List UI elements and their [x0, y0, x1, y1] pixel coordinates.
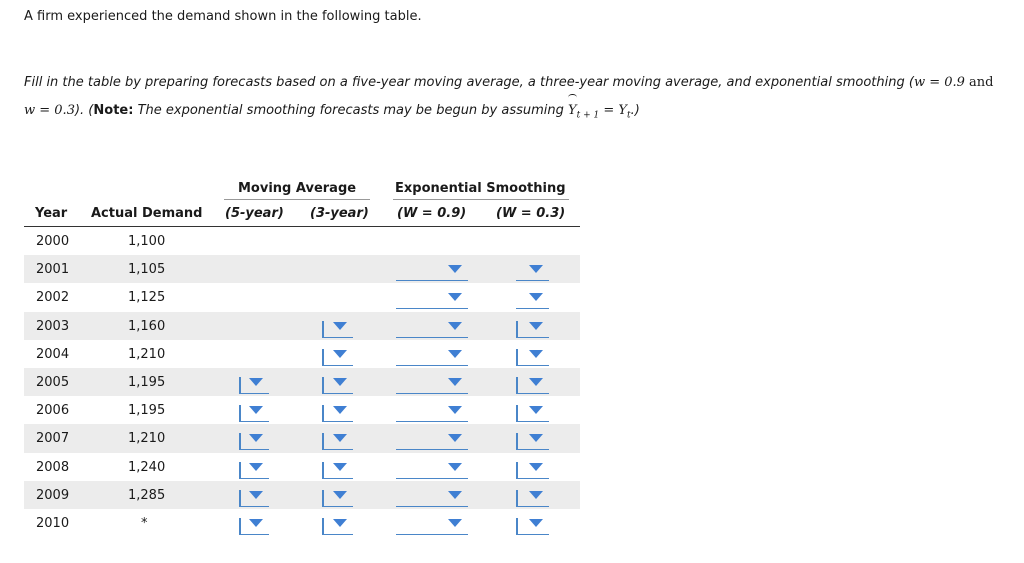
instr-eq: = Y	[599, 103, 627, 118]
table-row	[24, 255, 580, 283]
es03-forecast-dropdown[interactable]	[516, 516, 549, 535]
es09-forecast-dropdown[interactable]	[396, 262, 468, 281]
exponential-smoothing-group-header: Exponential Smoothing	[395, 181, 566, 196]
demand-cell: 1,100	[128, 234, 166, 249]
chevron-down-icon	[249, 378, 263, 386]
demand-cell: 1,240	[128, 459, 166, 475]
es03-forecast-dropdown[interactable]	[516, 347, 549, 366]
moving-average-group-header: Moving Average	[238, 181, 357, 196]
es09-forecast-dropdown[interactable]	[396, 488, 468, 507]
chevron-down-icon	[249, 519, 263, 527]
demand-cell: *	[141, 515, 148, 531]
es03-forecast-dropdown[interactable]	[516, 403, 549, 422]
chevron-down-icon	[529, 265, 543, 273]
col-header-ma5: (5-year)	[225, 206, 284, 221]
cursor-bar	[322, 377, 324, 393]
es03-forecast-dropdown[interactable]	[516, 460, 549, 479]
chevron-down-icon	[448, 463, 462, 471]
cursor-bar	[516, 518, 518, 534]
cursor-bar	[239, 462, 241, 478]
chevron-down-icon	[448, 491, 462, 499]
es09-forecast-dropdown[interactable]	[396, 319, 468, 338]
instr-part1: Fill in the table by preparing forecasts based on a five-year moving average, a three-year moving average, and exponential smoothing (	[24, 75, 914, 90]
es03-forecast-dropdown[interactable]	[516, 431, 549, 450]
ma5-forecast-dropdown[interactable]	[239, 431, 269, 450]
instr-end: .)	[630, 103, 640, 118]
es03-forecast-dropdown[interactable]	[516, 319, 549, 338]
cursor-bar	[239, 490, 241, 506]
chevron-down-icon	[529, 378, 543, 386]
chevron-down-icon	[448, 519, 462, 527]
chevron-down-icon	[529, 491, 543, 499]
col-header-es09: (W = 0.9)	[397, 206, 467, 221]
es09-forecast-dropdown[interactable]	[396, 375, 468, 394]
ma3-forecast-dropdown[interactable]	[322, 460, 353, 479]
instr-w2: w = 0.3	[24, 103, 75, 118]
demand-cell: 1,160	[128, 318, 166, 334]
cursor-bar	[322, 349, 324, 365]
chevron-down-icon	[249, 434, 263, 442]
chevron-down-icon	[529, 463, 543, 471]
ma3-forecast-dropdown[interactable]	[322, 431, 353, 450]
ma3-forecast-dropdown[interactable]	[322, 347, 353, 366]
chevron-down-icon	[448, 293, 462, 301]
chevron-down-icon	[333, 406, 347, 414]
chevron-down-icon	[333, 463, 347, 471]
chevron-down-icon	[333, 350, 347, 358]
demand-cell: 1,195	[128, 374, 166, 390]
es03-forecast-dropdown[interactable]	[516, 262, 549, 281]
chevron-down-icon	[333, 378, 347, 386]
year-cell: 2007	[36, 431, 70, 447]
es09-forecast-dropdown[interactable]	[396, 290, 468, 309]
chevron-down-icon	[448, 265, 462, 273]
table-row	[24, 453, 580, 481]
ma3-forecast-dropdown[interactable]	[322, 403, 353, 422]
ma5-forecast-dropdown[interactable]	[239, 516, 269, 535]
cursor-bar	[322, 462, 324, 478]
ma3-forecast-dropdown[interactable]	[322, 516, 353, 535]
table-row	[24, 340, 580, 368]
chevron-down-icon	[448, 350, 462, 358]
chevron-down-icon	[333, 434, 347, 442]
intro-text: A firm experienced the demand shown in the following table.	[24, 9, 422, 24]
cursor-bar	[322, 321, 324, 337]
table-row	[24, 509, 580, 537]
cursor-bar	[239, 377, 241, 393]
cursor-bar	[516, 405, 518, 421]
note-label: Note:	[93, 103, 134, 118]
cursor-bar	[516, 462, 518, 478]
cursor-bar	[322, 405, 324, 421]
cursor-bar	[239, 518, 241, 534]
cursor-bar	[322, 433, 324, 449]
chevron-down-icon	[249, 491, 263, 499]
es09-forecast-dropdown[interactable]	[396, 516, 468, 535]
cursor-bar	[516, 321, 518, 337]
chevron-down-icon	[249, 406, 263, 414]
table-row	[24, 481, 580, 509]
year-cell: 2003	[36, 318, 70, 334]
table-row	[24, 312, 580, 340]
year-cell: 2008	[36, 459, 70, 475]
year-cell: 2005	[36, 374, 70, 390]
demand-cell: 1,195	[128, 403, 166, 419]
col-header-actual-demand: Actual Demand	[91, 206, 203, 221]
moving-average-divider	[224, 199, 370, 200]
year-cell: 2002	[36, 290, 70, 306]
chevron-down-icon	[249, 463, 263, 471]
chevron-down-icon	[529, 406, 543, 414]
cursor-bar	[516, 349, 518, 365]
cursor-bar	[516, 490, 518, 506]
y-subscript: t	[626, 110, 631, 121]
chevron-down-icon	[333, 519, 347, 527]
ma3-forecast-dropdown[interactable]	[322, 375, 353, 394]
table-row	[24, 227, 580, 255]
chevron-down-icon	[529, 434, 543, 442]
yhat-subscript: t + 1	[576, 110, 600, 121]
demand-cell: 1,210	[128, 346, 166, 362]
year-cell: 2004	[36, 346, 70, 362]
col-header-year: Year	[35, 206, 68, 221]
ma5-forecast-dropdown[interactable]	[239, 460, 269, 479]
table-row	[24, 283, 580, 311]
ma5-forecast-dropdown[interactable]	[239, 375, 269, 394]
cursor-bar	[322, 518, 324, 534]
year-cell: 2010	[36, 515, 70, 531]
year-cell: 2006	[36, 403, 70, 419]
es09-forecast-dropdown[interactable]	[396, 460, 468, 479]
exponential-smoothing-divider	[393, 199, 569, 200]
yhat-symbol: Y	[568, 97, 577, 125]
es03-forecast-dropdown[interactable]	[516, 290, 549, 309]
chevron-down-icon	[529, 519, 543, 527]
chevron-down-icon	[529, 293, 543, 301]
demand-table-body	[24, 227, 580, 537]
cursor-bar	[239, 405, 241, 421]
ma5-forecast-dropdown[interactable]	[239, 488, 269, 507]
chevron-down-icon	[529, 322, 543, 330]
cursor-bar	[322, 490, 324, 506]
demand-cell: 1,105	[128, 262, 166, 278]
es09-forecast-dropdown[interactable]	[396, 403, 468, 422]
instr-and: and	[964, 75, 994, 90]
table-row	[24, 368, 580, 396]
cursor-bar	[239, 433, 241, 449]
chevron-down-icon	[448, 406, 462, 414]
ma3-forecast-dropdown[interactable]	[322, 488, 353, 507]
es09-forecast-dropdown[interactable]	[396, 347, 468, 366]
ma3-forecast-dropdown[interactable]	[322, 319, 353, 338]
table-row	[24, 396, 580, 424]
es09-forecast-dropdown[interactable]	[396, 431, 468, 450]
instr-part3: The exponential smoothing forecasts may be begun by assuming	[133, 103, 569, 118]
chevron-down-icon	[448, 434, 462, 442]
year-cell: 2000	[36, 234, 70, 249]
demand-cell: 1,125	[128, 290, 166, 306]
es03-forecast-dropdown[interactable]	[516, 375, 549, 394]
ma5-forecast-dropdown[interactable]	[239, 403, 269, 422]
year-cell: 2001	[36, 262, 70, 278]
col-header-es03: (W = 0.3)	[496, 206, 566, 221]
demand-cell: 1,210	[128, 431, 166, 447]
instr-w1: w = 0.9	[913, 75, 965, 90]
cursor-bar	[516, 377, 518, 393]
chevron-down-icon	[448, 378, 462, 386]
es03-forecast-dropdown[interactable]	[516, 488, 549, 507]
demand-cell: 1,285	[128, 487, 166, 503]
chevron-down-icon	[529, 350, 543, 358]
table-row	[24, 424, 580, 452]
instructions	[24, 69, 1014, 130]
cursor-bar	[516, 433, 518, 449]
col-header-ma3: (3-year)	[310, 206, 369, 221]
year-cell: 2009	[36, 487, 70, 503]
chevron-down-icon	[448, 322, 462, 330]
instr-part2: ). (	[74, 103, 94, 118]
chevron-down-icon	[333, 491, 347, 499]
chevron-down-icon	[333, 322, 347, 330]
